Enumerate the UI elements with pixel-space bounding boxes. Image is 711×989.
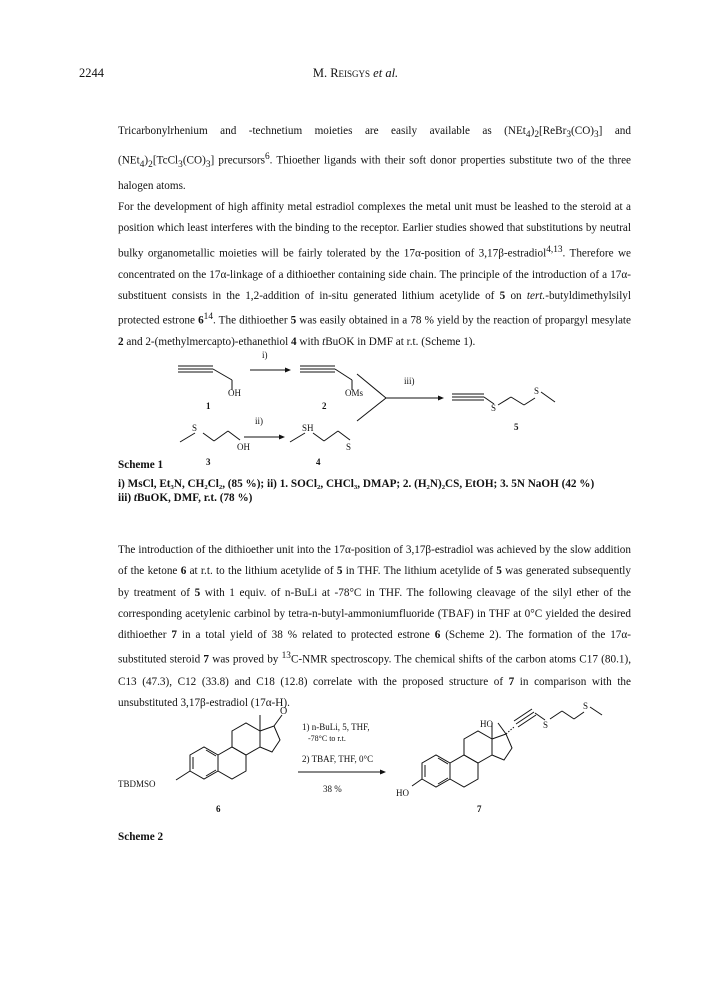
svg-text:38 %: 38 % (323, 784, 342, 794)
compound-number-1: 1 (206, 401, 211, 411)
compound-number-3: 3 (206, 457, 211, 467)
scheme-1-caption: Scheme 1 (118, 459, 164, 471)
compound-7-structure (396, 701, 602, 814)
oms-label: OMs (345, 388, 364, 398)
hydroxyl-3-label: HO (396, 788, 409, 798)
scheme-1-reagents: i) MsCl, Et₃N, CH₂Cl₂, (85 %); ii) 1. SOCl₂, CHCl₃, DMAP; 2. (H₂N)₂CS, EtOH; 3. 5N NaOH (42 %) iii) tBuOK, DMF, r.t. (78 %) (118, 478, 595, 504)
author-lead: M. (312, 66, 331, 80)
svg-text:iii): iii) (404, 376, 415, 386)
oh-label: OH (228, 388, 241, 398)
svg-text:S: S (583, 701, 589, 711)
compound-6-structure (118, 706, 287, 814)
compound-number-5: 5 (514, 422, 519, 432)
svg-text:SH: SH (302, 423, 314, 433)
compound-number-4: 4 (316, 457, 321, 467)
svg-text:S: S (192, 423, 198, 433)
author-suffix: et al. (370, 66, 399, 80)
hydroxyl-17-label: HO (480, 719, 493, 729)
svg-text:S: S (534, 386, 540, 396)
citation-ref: 14 (203, 312, 213, 323)
body-paragraph-2: The introduction of the dithioether unit into the 17α-position of 3,17β-estradiol was achieved by the slow addition of the ketone 6 at r.t. to the lithium acetylide of 5 in THF. The lithium acetylide of 5 was generated subsequently by treatment of 5 with 1 equiv. of n-BuLi at -78°C in THF. The following cleavage of the silyl ether of the corresponding acetylenic carbinol by tetra-n-butyl-ammoniumfluoride (TBAF) in THF at 0°C yielded the desired dithioether 7 in a total yield of 38 % related to protected estrone 6 (Scheme 2). The formation of the 17α-substituted steroid 7 was proved by $^{13}$C-NMR spectroscopy. The chemical shifts of the carbon atoms C17 (80.1), C13 (47.3), C12 (33.8) and C18 (12.8) correlate with the proposed structure of 7 in comparison with the unsubstituted 3,17β-estradiol (17α-H). (118, 544, 632, 709)
svg-text:1) n-BuLi, 5, THF,: 1) n-BuLi, 5, THF, (302, 722, 370, 732)
compound-number-2: 2 (322, 401, 327, 411)
citation-ref: 4,13 (546, 244, 563, 255)
scheme-2-caption: Scheme 2 (118, 831, 164, 843)
svg-text:S: S (543, 720, 549, 730)
compound-number-7: 7 (477, 804, 482, 814)
oh-label: OH (237, 442, 250, 452)
tbdmso-label: TBDMSO (118, 779, 156, 789)
svg-text:S: S (491, 403, 497, 413)
svg-text:ii): ii) (255, 416, 263, 426)
page-number: 2244 (79, 66, 104, 80)
paragraph-precursors: Tricarbonylrhenium and -technetium moieties are easily available as $(NEt_4)_2[ReBr_3(CO)_3]$ and $(NEt_4)_2[TcCl_3(CO)_3]$ precursors$^6$. Thioether ligands with their soft donor properties substitute two of the three halogen atoms. (118, 125, 631, 192)
scheme-2-conditions (298, 722, 386, 794)
ketone-o-label: O (280, 706, 288, 717)
author-name: Reisgys (330, 66, 371, 80)
citation-ref: 6 (264, 151, 270, 162)
paragraph-development: For the development of high affinity metal estradiol complexes the metal unit must be leashed to the steroid at a position which least interferes with the binding to the receptor. Earlier studies showed that substitutions by neutral bulky organometallic moieties will be fairly tolerated by the 17α-position of 3,17β-estradiol$^{4,13}$. Therefore we concentrated on the 17α-linkage of a dithioether containing side chain. The principle of the introduction of a 17α-substituent consists in the 1,2-addition of in-situ generated lithium acetylide of 5 on tert.-butyldimethylsilyl protected estrone $6^{14}$. The dithioether 5 was easily obtained in a 78 % yield by the reaction of propargyl mesylate 2 and 2-(methylmercapto)-ethanethiol 4 with tBuOK in DMF at r.t. (Scheme 1). (118, 201, 632, 349)
svg-text:S: S (346, 442, 352, 452)
svg-text:2) TBAF, THF, 0°C: 2) TBAF, THF, 0°C (302, 754, 374, 764)
svg-text:-78°C to r.t.: -78°C to r.t. (308, 734, 346, 743)
svg-text:i): i) (262, 350, 268, 360)
compound-number-6: 6 (216, 804, 221, 814)
